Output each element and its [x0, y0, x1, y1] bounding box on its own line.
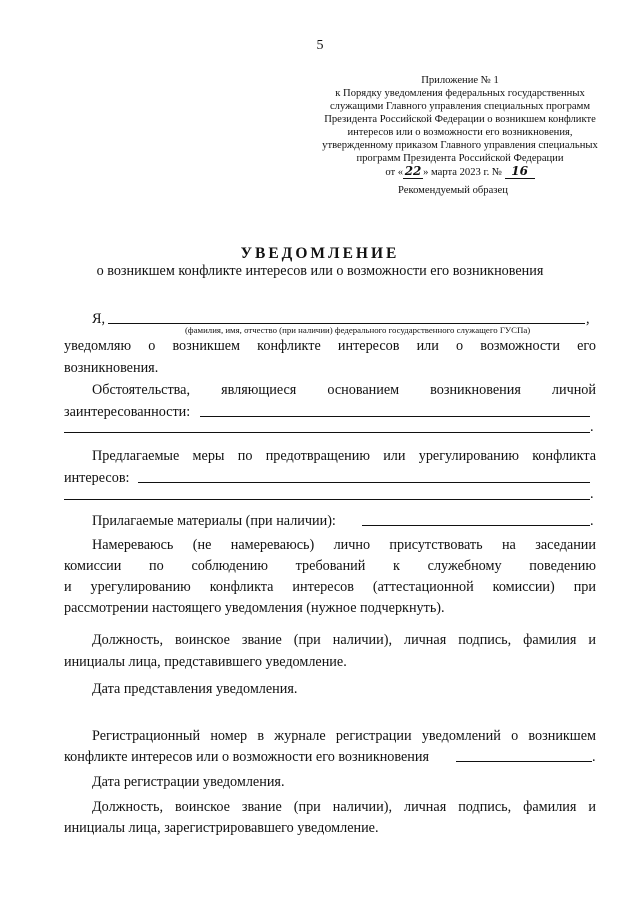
position-signature-line: инициалы лица, представившего уведомление. — [64, 654, 347, 670]
circumstances-field-line[interactable] — [200, 416, 590, 417]
period: . — [592, 749, 596, 765]
appendix-line: Президента Российской Федерации о возникшем конфликте — [324, 114, 596, 125]
registrar-signature-line: инициалы лица, зарегистрировавшего уведомление. — [64, 820, 379, 836]
circumstances-text-line: Обстоятельства, являющиеся основанием возникновения личной — [92, 382, 596, 398]
measures-text-line: Предлагаемые меры по предотвращению или урегулированию конфликта — [92, 448, 596, 464]
intent-text-line: и урегулированию конфликта интересов (аттестационной комиссии) при — [64, 579, 596, 595]
period: . — [590, 513, 594, 529]
materials-field-line[interactable] — [362, 525, 590, 526]
appendix-line: утвержденному приказом Главного управления специальных — [322, 140, 598, 151]
materials-label: Прилагаемые материалы (при наличии): — [92, 513, 336, 529]
date-prefix: от « — [385, 167, 404, 178]
document-title: УВЕДОМЛЕНИЕ — [240, 245, 400, 262]
intent-text-line: комиссии по соблюдению требований к служебному поведению — [64, 558, 596, 574]
registration-number-field-line[interactable] — [456, 761, 592, 762]
handwritten-order-number: 16 — [505, 165, 535, 179]
page-number: 5 — [316, 38, 324, 53]
registration-text-line: Регистрационный номер в журнале регистрации уведомлений о возникшем — [92, 728, 596, 744]
order-date-line — [300, 165, 620, 179]
date-middle: » марта 2023 г. № — [423, 167, 502, 178]
appendix-header — [300, 74, 620, 179]
period: . — [590, 486, 594, 502]
i-label: Я, — [92, 311, 106, 327]
submission-date-label: Дата представления уведомления. — [92, 681, 298, 697]
recommended-sample-label: Рекомендуемый образец — [398, 185, 508, 196]
appendix-line: служащими Главного управления специальных программ — [329, 101, 591, 112]
position-signature-line: Должность, воинское звание (при наличии), личная подпись, фамилия и — [92, 632, 596, 648]
registrar-signature-line: Должность, воинское звание (при наличии), личная подпись, фамилия и — [92, 799, 596, 815]
notify-text-line: возникновения. — [64, 360, 159, 376]
registration-text-line: конфликте интересов или о возможности его возникновения — [64, 749, 430, 765]
handwritten-day: 22 — [404, 164, 422, 178]
comma: , — [586, 311, 590, 327]
measures-field-line[interactable] — [138, 482, 590, 483]
intent-text-line: Намереваюсь (не намереваюсь) лично присутствовать на заседании — [92, 537, 596, 553]
measures-field-line-2[interactable] — [64, 499, 590, 500]
circumstances-label: заинтересованности: — [64, 404, 191, 420]
appendix-line: программ Президента Российской Федерации — [356, 153, 564, 164]
notify-text-line: уведомляю о возникшем конфликте интересов или о возможности его — [64, 338, 596, 354]
appendix-line: к Порядку уведомления федеральных государственных — [335, 88, 585, 99]
fullname-field-line[interactable] — [108, 323, 585, 324]
fullname-caption: (фамилия, имя, отчество (при наличии) федерального государственного служащего ГУСПа) — [185, 325, 531, 335]
document-subtitle: о возникшем конфликте интересов или о возможности его возникновения — [96, 263, 544, 279]
appendix-line: Приложение № 1 — [421, 75, 499, 86]
registration-date-label: Дата регистрации уведомления. — [92, 774, 285, 790]
measures-label: интересов: — [64, 470, 130, 486]
period: . — [590, 419, 594, 435]
intent-text-line: рассмотрении настоящего уведомления (нужное подчеркнуть). — [64, 600, 445, 616]
appendix-line: интересов или о возможности его возникновения, — [347, 127, 573, 138]
circumstances-field-line-2[interactable] — [64, 432, 590, 433]
